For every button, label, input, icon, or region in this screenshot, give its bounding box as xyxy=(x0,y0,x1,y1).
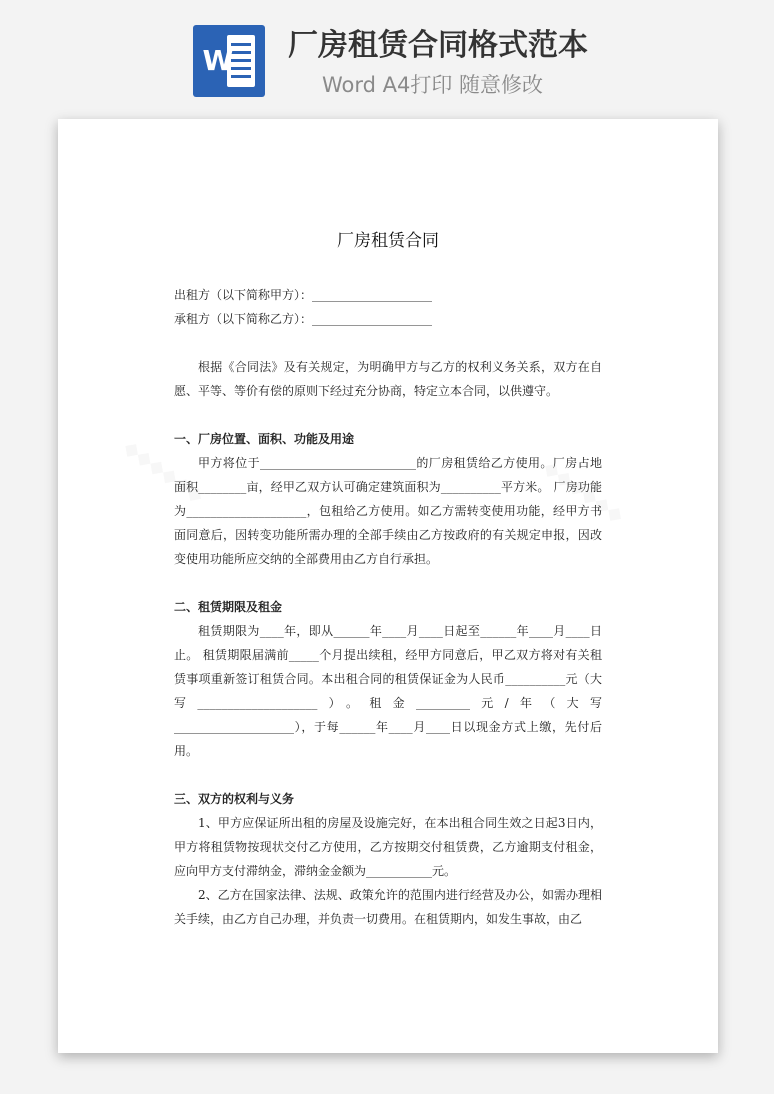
document-page xyxy=(58,119,718,1053)
section-heading: 一、厂房位置、面积、功能及用途 xyxy=(174,432,355,446)
section-heading: 三、双方的权利与义务 xyxy=(174,792,295,806)
section-paragraph: 1、甲方应保证所出租的房屋及设施完好，在本出租合同生效之日起3日内，甲方将租赁物按现状交付乙方使用，乙方按期交付租赁费，乙方逾期支付租金，应向甲方支付滞纳金，滞纳金金额为___________元。 xyxy=(174,816,602,878)
watermark: ◆◆◆◆◆◆ xyxy=(119,434,209,508)
lessor-line: 出租方（以下简称甲方）：____________________ xyxy=(174,288,433,302)
preamble-paragraph: 根据《合同法》及有关规定，为明确甲方与乙方的权利义务关系，双方在自愿、平等、等价有偿的原则下经过充分协商，特定立本合同，以供遵守。 xyxy=(174,360,602,398)
watermark: ◆◆◆◆◆◆ xyxy=(539,454,629,528)
section-paragraph: 2、乙方在国家法律、法规、政策允许的范围内进行经营及办公，如需办理相关手续，由乙方自己办理，并负责一切费用。在租赁期内，如发生事故，由乙 xyxy=(174,888,602,926)
section-paragraph: 甲方将位于__________________________的厂房租赁给乙方使用。厂房占地面积________亩，经甲乙双方认可确定建筑面积为__________平方米。 厂房功能为____________________，包租给乙方使用。如乙方需转变使用功能，经甲方书面同意后，因转变功能所需办理的全部手续由乙方按政府的有关规定申报，因改变使用功能所应交纳的全部费用由乙方自行承担。 xyxy=(174,456,602,566)
page-subtitle: Word A4打印 随意修改 xyxy=(322,73,544,97)
header xyxy=(0,0,774,110)
lessee-line: 承租方（以下简称乙方）：____________________ xyxy=(174,312,433,326)
document-title: 厂房租赁合同 xyxy=(337,231,439,251)
icon-letter: W xyxy=(202,44,234,77)
page-title: 厂房租赁合同格式范本 xyxy=(288,28,588,63)
section-paragraph: 租赁期限为____年，即从______年____月____日起至______年____月____日止。 租赁期限届满前_____个月提出续租，经甲方同意后，甲乙双方将对有关租赁事项重新签订租赁合同。本出租合同的租赁保证金为人民币__________元（大写____________________）。租金_________元/年（大写____________________），于每______年____月____日以现金方式上缴，先付后用。 xyxy=(174,624,602,758)
document-body xyxy=(174,283,602,931)
word-document-icon xyxy=(193,25,265,97)
section-heading: 二、租赁期限及租金 xyxy=(174,600,283,614)
